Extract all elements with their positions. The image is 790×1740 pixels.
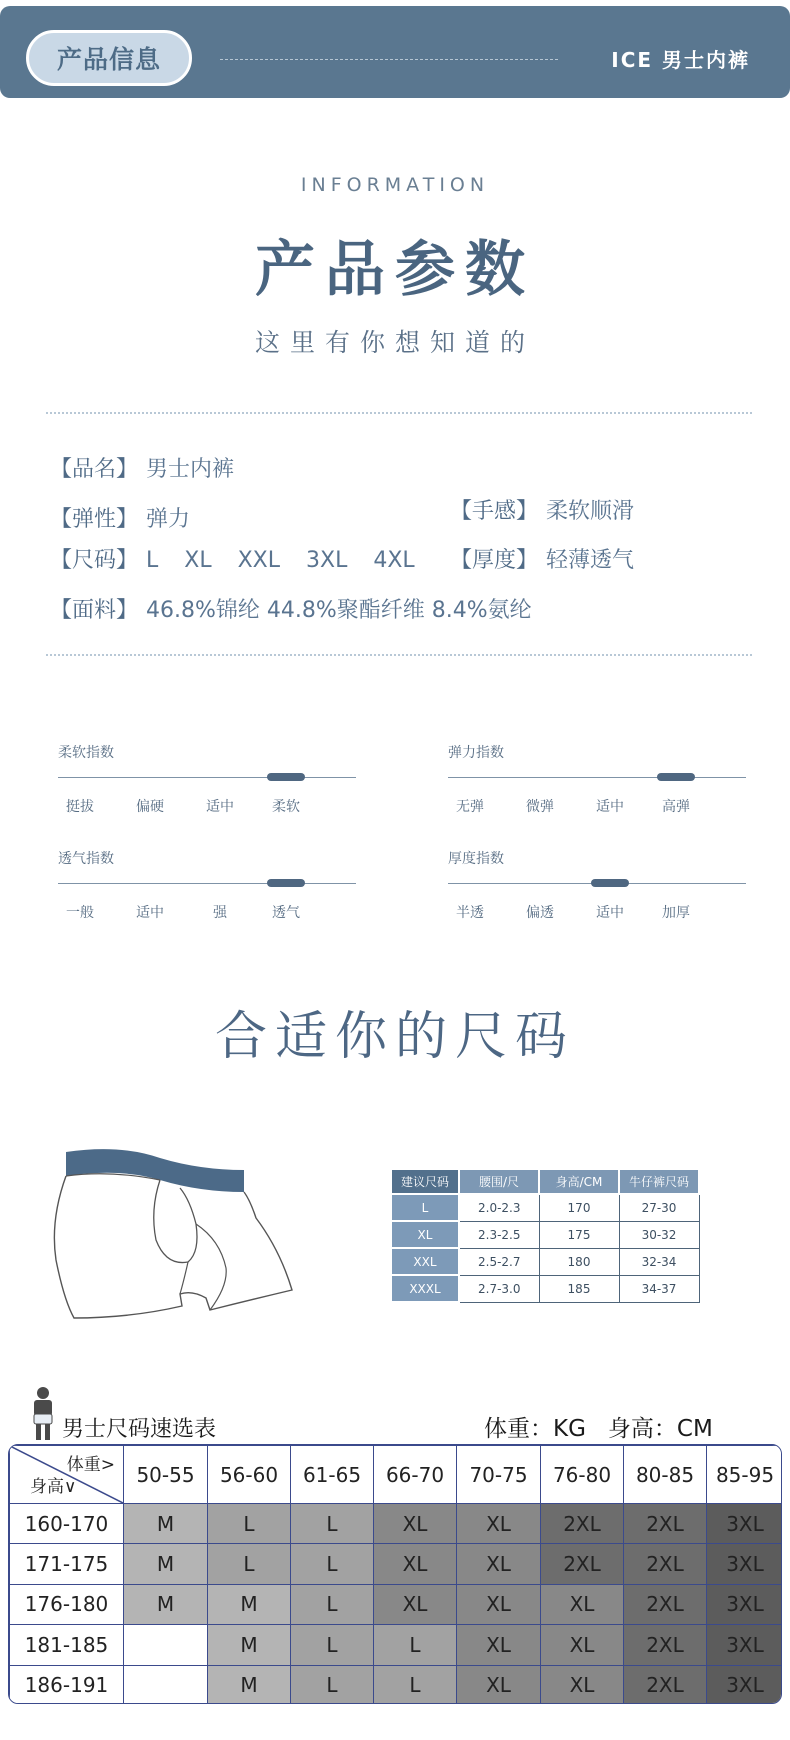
size-cell: M	[124, 1504, 208, 1544]
size-cell: L	[374, 1665, 457, 1704]
size-chart	[8, 1444, 782, 1704]
index-tick: 强	[213, 905, 227, 921]
size-table-header: 身高/CM	[539, 1169, 619, 1194]
table-row	[10, 1665, 783, 1704]
weight-header: 70-75	[457, 1446, 541, 1504]
size-cell	[124, 1665, 208, 1704]
param-size: 【尺码】 L XL XXL 3XL 4XL	[50, 548, 415, 573]
size-option: XXL	[237, 548, 281, 573]
header-banner	[0, 6, 790, 98]
weight-header: 61-65	[291, 1446, 374, 1504]
index-label: 厚度指数	[448, 851, 504, 867]
size-cell: L	[291, 1665, 374, 1704]
breathability-index	[58, 848, 358, 938]
size-cell: 3XL	[707, 1665, 783, 1704]
size-cell: L	[374, 1625, 457, 1665]
param-feel: 【手感】 柔软顺滑	[450, 499, 635, 524]
size-cell: 2XL	[624, 1544, 707, 1584]
table-cell: XXL	[391, 1248, 459, 1275]
weight-header: 80-85	[624, 1446, 707, 1504]
units-label: 体重：KG 身高：CM	[484, 1416, 713, 1442]
param-thickness: 【厚度】 轻薄透气	[450, 548, 635, 573]
size-cell: XL	[541, 1625, 624, 1665]
size-table	[390, 1168, 700, 1303]
size-cell: XL	[374, 1504, 457, 1544]
size-cell: M	[208, 1665, 291, 1704]
param-fabric: 【面料】 46.8%锦纶 44.8%聚酯纤维 8.4%氨纶	[50, 598, 532, 623]
weight-header: 66-70	[374, 1446, 457, 1504]
size-table-header: 建议尺码	[391, 1169, 459, 1194]
boxer-illustration	[50, 1140, 300, 1340]
page-title: 产品参数	[255, 235, 535, 305]
index-tick: 微弹	[526, 799, 554, 815]
size-cell: XL	[374, 1584, 457, 1624]
size-cell: 3XL	[707, 1625, 783, 1665]
index-track	[448, 777, 746, 778]
page-subtitle: 这里有你想知道的	[254, 328, 535, 357]
table-cell: 175	[539, 1221, 619, 1248]
size-cell: XL	[374, 1544, 457, 1584]
index-tick: 高弹	[662, 799, 690, 815]
height-label: 171-175	[10, 1544, 124, 1584]
size-cell: L	[208, 1504, 291, 1544]
index-marker	[591, 879, 629, 887]
table-cell: 27-30	[619, 1194, 699, 1221]
height-label: 181-185	[10, 1625, 124, 1665]
index-label: 弹力指数	[448, 745, 504, 761]
elasticity-index	[448, 742, 748, 832]
size-cell: 3XL	[707, 1544, 783, 1584]
size-cell: 2XL	[624, 1665, 707, 1704]
index-tick: 半透	[456, 905, 484, 921]
index-tick: 适中	[596, 905, 624, 921]
size-cell: 2XL	[624, 1584, 707, 1624]
table-cell: 170	[539, 1194, 619, 1221]
weight-header: 56-60	[208, 1446, 291, 1504]
size-cell: L	[208, 1544, 291, 1584]
index-tick: 一般	[66, 905, 94, 921]
size-cell: XL	[457, 1504, 541, 1544]
corner-cell: 体重> 身高∨	[10, 1446, 124, 1504]
table-cell: 2.7-3.0	[459, 1275, 539, 1302]
size-cell: M	[124, 1544, 208, 1584]
weight-header: 50-55	[124, 1446, 208, 1504]
table-row	[391, 1194, 699, 1221]
size-cell: XL	[457, 1625, 541, 1665]
table-row	[10, 1584, 783, 1624]
index-label: 柔软指数	[58, 745, 114, 761]
index-marker	[267, 879, 305, 887]
height-label: 176-180	[10, 1584, 124, 1624]
height-label: 186-191	[10, 1665, 124, 1704]
index-tick: 挺拔	[66, 799, 94, 815]
size-cell	[124, 1625, 208, 1665]
param-name: 【品名】 男士内裤	[50, 457, 235, 482]
table-cell: 2.0-2.3	[459, 1194, 539, 1221]
size-table-header: 牛仔裤尺码	[619, 1169, 699, 1194]
quick-size-title: 男士尺码速选表	[62, 1417, 217, 1442]
size-cell: XL	[541, 1584, 624, 1624]
param-elastic: 【弹性】 弹力	[50, 507, 191, 532]
index-tick: 偏透	[526, 905, 554, 921]
table-cell: XL	[391, 1221, 459, 1248]
size-option: 4XL	[373, 548, 415, 573]
size-cell: XL	[541, 1665, 624, 1704]
size-option: XL	[184, 548, 212, 573]
table-cell: 185	[539, 1275, 619, 1302]
size-cell: XL	[457, 1584, 541, 1624]
table-cell: 2.5-2.7	[459, 1248, 539, 1275]
person-icon	[30, 1385, 56, 1443]
table-cell: 32-34	[619, 1248, 699, 1275]
index-tick: 柔软	[272, 799, 300, 815]
brand-label: ICE 男士内裤	[611, 48, 750, 72]
size-cell: 3XL	[707, 1504, 783, 1544]
table-row	[391, 1221, 699, 1248]
weight-header: 76-80	[541, 1446, 624, 1504]
size-cell: XL	[457, 1665, 541, 1704]
size-cell: 2XL	[541, 1544, 624, 1584]
index-marker	[657, 773, 695, 781]
size-cell: 2XL	[624, 1504, 707, 1544]
index-tick: 适中	[136, 905, 164, 921]
size-cell: 2XL	[541, 1504, 624, 1544]
size-cell: M	[124, 1584, 208, 1624]
index-track	[58, 777, 356, 778]
index-track	[58, 883, 356, 884]
size-cell: M	[208, 1584, 291, 1624]
index-tick: 加厚	[662, 905, 690, 921]
index-tick: 适中	[596, 799, 624, 815]
table-row	[391, 1275, 699, 1302]
size-cell: L	[291, 1544, 374, 1584]
information-label: INFORMATION	[300, 174, 490, 196]
thickness-index	[448, 848, 748, 938]
softness-index	[58, 742, 358, 832]
table-row	[10, 1625, 783, 1665]
index-tick: 偏硬	[136, 799, 164, 815]
size-cell: XL	[457, 1544, 541, 1584]
index-marker	[267, 773, 305, 781]
table-row	[10, 1504, 783, 1544]
index-tick: 适中	[206, 799, 234, 815]
table-row	[10, 1544, 783, 1584]
size-cell: L	[291, 1584, 374, 1624]
index-tick: 无弹	[456, 799, 484, 815]
index-tick: 透气	[272, 905, 300, 921]
table-cell: 180	[539, 1248, 619, 1275]
divider-top	[46, 412, 752, 414]
fit-size-title: 合适你的尺码	[214, 1007, 575, 1067]
size-cell: M	[208, 1625, 291, 1665]
size-option: 3XL	[306, 548, 348, 573]
table-cell: XXXL	[391, 1275, 459, 1302]
size-table-header: 腰围/尺	[459, 1169, 539, 1194]
size-cell: 2XL	[624, 1625, 707, 1665]
size-cell: L	[291, 1504, 374, 1544]
banner-divider	[220, 59, 558, 60]
index-label: 透气指数	[58, 851, 114, 867]
product-info-pill: 产品信息	[26, 30, 192, 86]
table-cell: L	[391, 1194, 459, 1221]
size-cell: 3XL	[707, 1584, 783, 1624]
table-cell: 30-32	[619, 1221, 699, 1248]
table-row	[391, 1248, 699, 1275]
size-cell: L	[291, 1625, 374, 1665]
table-cell: 34-37	[619, 1275, 699, 1302]
table-cell: 2.3-2.5	[459, 1221, 539, 1248]
weight-header: 85-95	[707, 1446, 783, 1504]
height-label: 160-170	[10, 1504, 124, 1544]
size-option: L	[146, 548, 159, 573]
divider-bottom	[46, 654, 752, 656]
